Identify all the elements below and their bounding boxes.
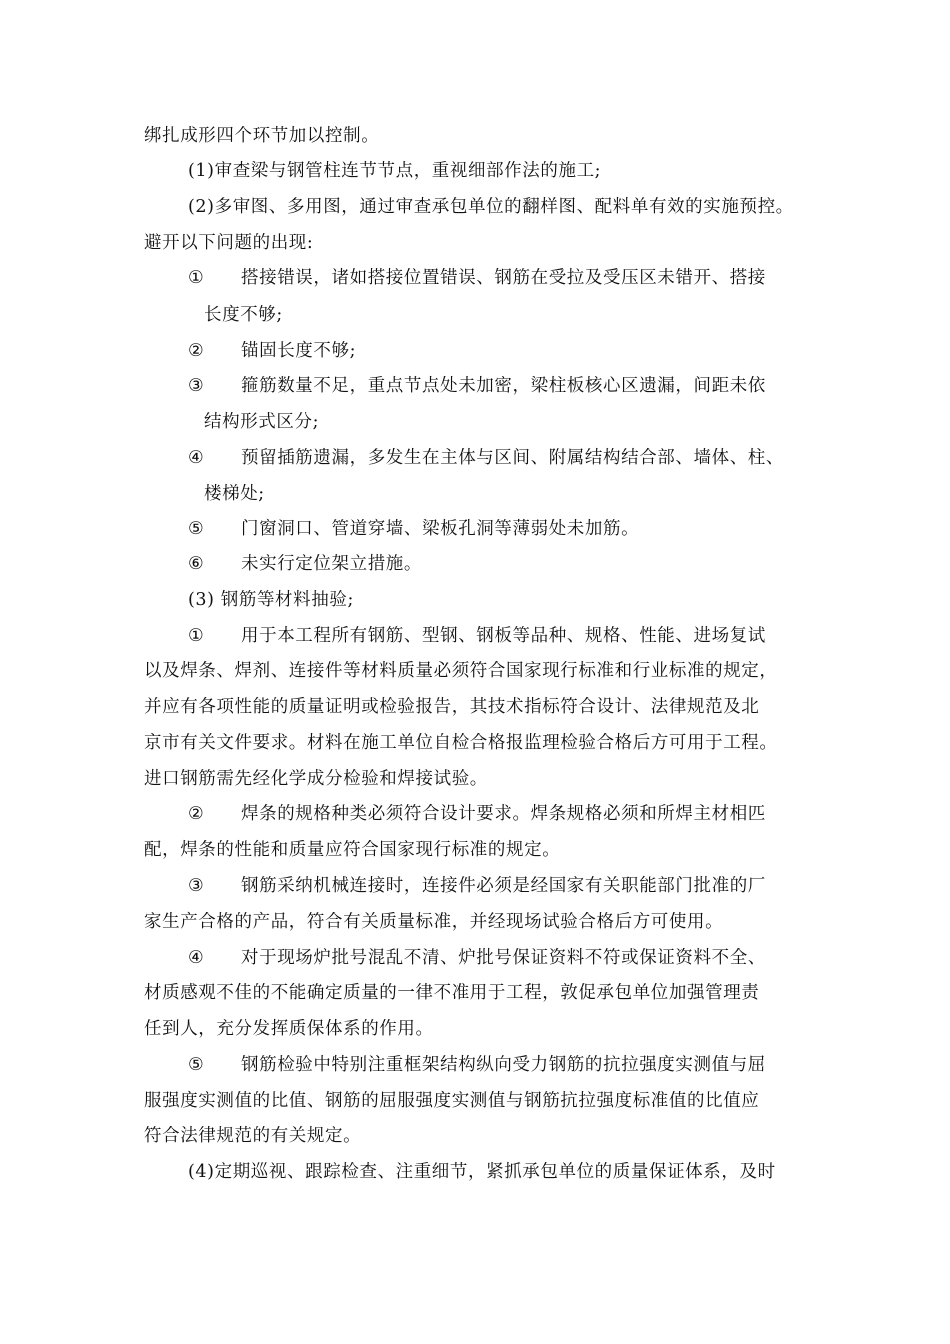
list-item-text: 结构形式区分; [204, 412, 320, 432]
paragraph-line: 符合法律规范的有关规定。 [144, 1126, 362, 1146]
list-item-text: 楼梯处; [204, 484, 265, 504]
paragraph-line: 配，焊条的性能和质量应符合国家现行标准的规定。 [144, 840, 561, 860]
circled-marker-1: ① [188, 626, 204, 646]
circled-marker-6: ⑥ [188, 554, 204, 574]
paragraph-line: 材质感观不佳的不能确定质量的一律不准用于工程，敦促承包单位加强管理责 [144, 983, 760, 1003]
list-item-text: 钢筋检验中特别注重框架结构纵向受力钢筋的抗拉强度实测值与屈 [241, 1055, 766, 1075]
circled-marker-1: ① [188, 268, 204, 288]
numbered-item-1: (1)审查梁与钢管柱连节节点，重视细部作法的施工; [188, 161, 602, 181]
list-item-text: 长度不够; [204, 305, 283, 325]
numbered-item-2: (2)多审图、多用图，通过审查承包单位的翻样图、配料单有效的实施预控。 [188, 197, 794, 217]
list-item-text: 钢筋采纳机械连接时，连接件必须是经国家有关职能部门批准的厂 [241, 876, 766, 896]
list-item-text: 箍筋数量不足，重点节点处未加密，梁柱板核心区遗漏，间距未依 [241, 376, 766, 396]
circled-marker-4: ④ [188, 448, 204, 468]
paragraph-line: 服强度实测值的比值、钢筋的屈服强度实测值与钢筋抗拉强度标准值的比值应 [144, 1091, 760, 1111]
list-item-text: 锚固长度不够; [241, 341, 357, 361]
paragraph-line: 进口钢筋需先经化学成分检验和焊接试验。 [144, 769, 488, 789]
paragraph-line: 绑扎成形四个环节加以控制。 [144, 126, 380, 146]
paragraph-line: 京市有关文件要求。材料在施工单位自检合格报监理检验合格后方可用于工程。 [144, 733, 778, 753]
paragraph-line: 以及焊条、焊剂、连接件等材料质量必须符合国家现行标准和行业标准的规定， [144, 661, 778, 681]
paragraph-line: 避开以下问题的出现: [144, 233, 314, 253]
list-item-text: 预留插筋遗漏，多发生在主体与区间、附属结构结合部、墙体、柱、 [241, 448, 784, 468]
circled-marker-5: ⑤ [188, 519, 204, 539]
list-item-text: 搭接错误，诸如搭接位置错误、钢筋在受拉及受压区未错开、搭接 [241, 268, 766, 288]
circled-marker-2: ② [188, 341, 204, 361]
circled-marker-4: ④ [188, 948, 204, 968]
paragraph-line: 任到人，充分发挥质保体系的作用。 [144, 1019, 434, 1039]
list-item-text: 用于本工程所有钢筋、型钢、钢板等品种、规格、性能、进场复试 [241, 626, 766, 646]
paragraph-line: 并应有各项性能的质量证明或检验报告，其技术指标符合设计、法律规范及北 [144, 697, 760, 717]
list-item-text: 门窗洞口、管道穿墙、梁板孔洞等薄弱处未加筋。 [241, 519, 640, 539]
circled-marker-3: ③ [188, 376, 204, 396]
circled-marker-3: ③ [188, 876, 204, 896]
numbered-item-4: (4)定期巡视、跟踪检查、注重细节，紧抓承包单位的质量保证体系，及时 [188, 1162, 776, 1182]
paragraph-line: 家生产合格的产品，符合有关质量标准，并经现场试验合格后方可使用。 [144, 912, 724, 932]
list-item-text: 未实行定位架立措施。 [241, 554, 422, 574]
list-item-text: 对于现场炉批号混乱不清、炉批号保证资料不符或保证资料不全、 [241, 948, 766, 968]
circled-marker-2: ② [188, 804, 204, 824]
list-item-text: 焊条的规格种类必须符合设计要求。焊条规格必须和所焊主材相匹 [241, 804, 766, 824]
numbered-item-3: (3) 钢筋等材料抽验; [188, 590, 354, 610]
circled-marker-5: ⑤ [188, 1055, 204, 1075]
